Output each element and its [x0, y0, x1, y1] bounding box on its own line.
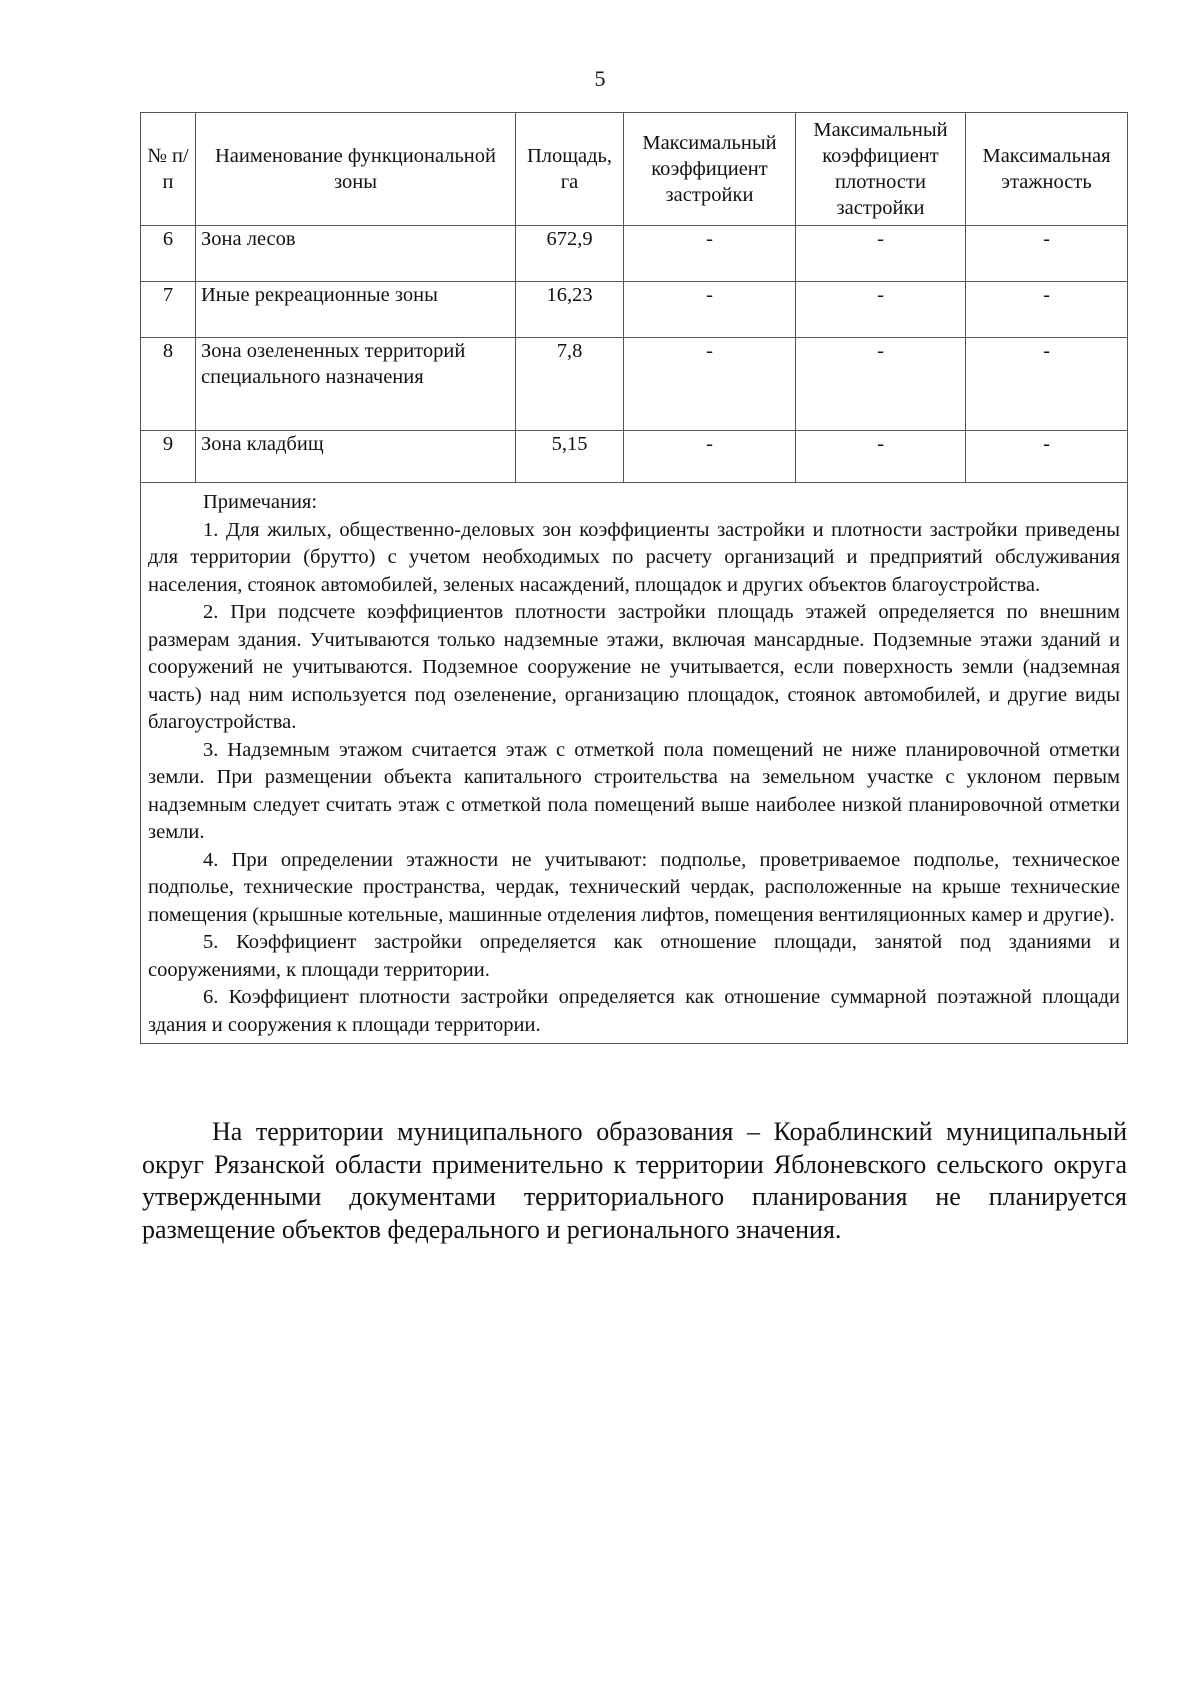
table-row	[141, 338, 1128, 431]
page-number: 5	[594, 66, 606, 91]
header-max-density-coef: Максимальный коэффициент плотности застройки	[796, 113, 966, 226]
row-area: 7,8	[516, 338, 624, 431]
row-density-coef: -	[796, 431, 966, 483]
note-item: 3. Надземным этажом считается этаж с отметкой пола помещений не ниже планировочной отметки земли. При размещении объекта капитального строительства на земельном участке с уклоном первым надземным следует считать этаж с отметкой пола помещений выше наиболее низкой планировочной отметки земли.	[148, 738, 1120, 843]
row-density-coef: -	[796, 282, 966, 338]
row-build-coef: -	[624, 282, 796, 338]
header-max-floors: Максимальная этажность	[966, 113, 1128, 226]
row-build-coef: -	[624, 431, 796, 483]
functional-zones-table	[140, 112, 1128, 1044]
header-zone-name: Наименование функциональной зоны	[196, 113, 516, 226]
table-header-row	[141, 113, 1128, 226]
table-row	[141, 226, 1128, 282]
row-density-coef: -	[796, 226, 966, 282]
table-row	[141, 282, 1128, 338]
notes-cell	[141, 483, 1128, 1044]
row-floors: -	[966, 226, 1128, 282]
note-item: 1. Для жилых, общественно-деловых зон коэффициенты застройки и плотности застройки приведены для территории (брутто) с учетом необходимых по расчету организаций и предприятий обслуживания населения, стоянок автомобилей, зеленых насаждений, площадок и других объектов благоустройства.	[148, 518, 1120, 596]
row-floors: -	[966, 282, 1128, 338]
note-item: 5. Коэффициент застройки определяется как отношение площади, занятой под зданиями и сооружениями, к площади территории.	[148, 931, 1120, 981]
table-row	[141, 431, 1128, 483]
row-build-coef: -	[624, 338, 796, 431]
row-zone-name: Иные рекреационные зоны	[196, 282, 516, 338]
notes-row	[141, 483, 1128, 1044]
row-zone-name: Зона озелененных территорий специального назначения	[196, 338, 516, 431]
row-floors: -	[966, 431, 1128, 483]
header-area: Площадь, га	[516, 113, 624, 226]
row-num: 6	[141, 226, 196, 282]
notes-title: Примечания:	[203, 491, 318, 513]
row-floors: -	[966, 338, 1128, 431]
row-num: 8	[141, 338, 196, 431]
conclusion-paragraph: На территории муниципального образования – Кораблинский муниципальный округ Рязанской области применительно к территории Яблоневского сельского округа утвержденными документами территориального планирования не планируется размещение объектов федерального и регионального значения.	[142, 1117, 1127, 1244]
note-item: 2. При подсчете коэффициентов плотности застройки площадь этажей определяется по внешним размерам здания. Учитываются только надземные этажи, включая мансардные. Подземные этажи зданий и сооружений не учитываются. Подземное сооружение не учитывается, если поверхность земли (надземная часть) над ним используется под озеленение, организацию площадок, стоянок автомобилей, и другие виды благоустройства.	[148, 601, 1120, 733]
row-area: 16,23	[516, 282, 624, 338]
header-num: № п/п	[141, 113, 196, 226]
row-num: 9	[141, 431, 196, 483]
row-zone-name: Зона кладбищ	[196, 431, 516, 483]
row-area: 5,15	[516, 431, 624, 483]
row-build-coef: -	[624, 226, 796, 282]
note-item: 4. При определении этажности не учитывают: подполье, проветриваемое подполье, техническое подполье, технические пространства, чердак, технический чердак, расположенные на крыше технические помещения (крышные котельные, машинные отделения лифтов, помещения вентиляционных камер и другие).	[148, 848, 1120, 926]
header-max-build-coef: Максимальный коэффициент застройки	[624, 113, 796, 226]
row-zone-name: Зона лесов	[196, 226, 516, 282]
row-density-coef: -	[796, 338, 966, 431]
note-item: 6. Коэффициент плотности застройки определяется как отношение суммарной поэтажной площади здания и сооружения к площади территории.	[148, 986, 1120, 1036]
row-num: 7	[141, 282, 196, 338]
row-area: 672,9	[516, 226, 624, 282]
